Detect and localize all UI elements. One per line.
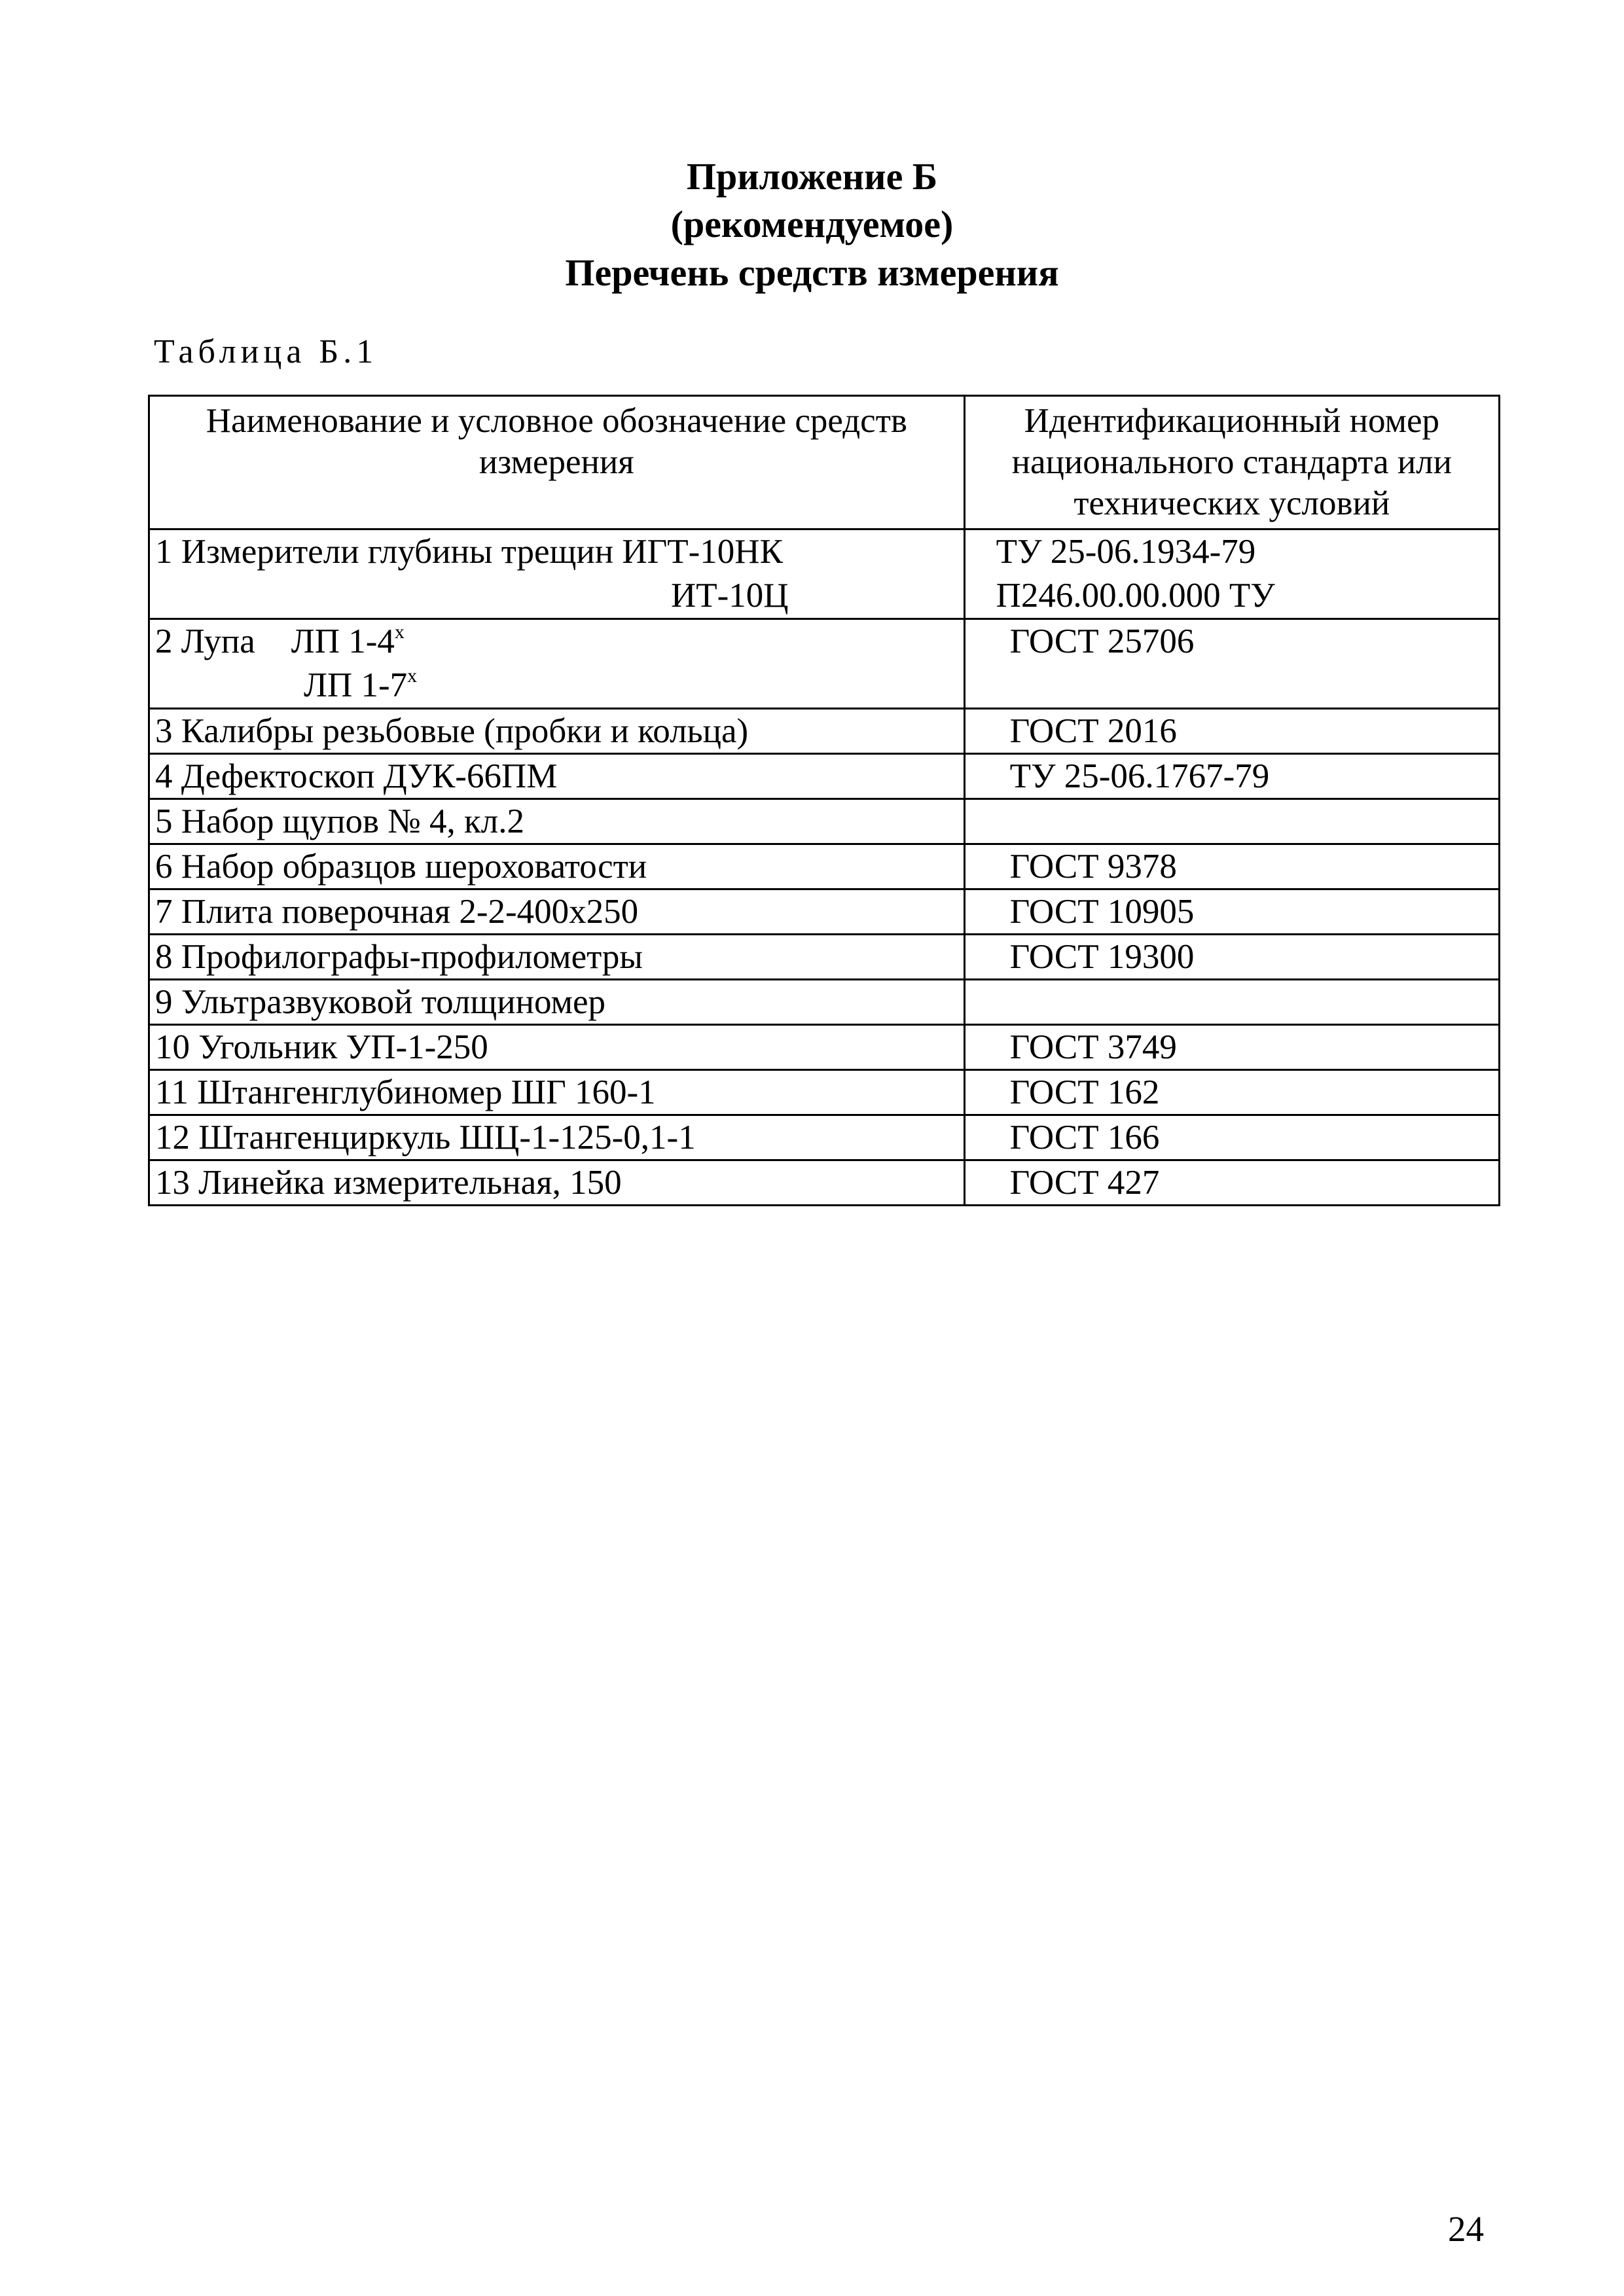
instrument-model: ЛП 1-4 — [291, 622, 395, 660]
standard-code-cell — [964, 889, 1499, 935]
standard-code-line: П246.00.00.000 ТУ — [996, 577, 1275, 615]
standard-code-line — [1010, 800, 1498, 843]
instrument-name-line: 5 Набор щупов № 4, кл.2 — [155, 802, 524, 840]
appendix-subject: Перечень средств измерения — [565, 251, 1059, 294]
instrument-name-cell — [149, 1160, 965, 1206]
table-row — [149, 709, 1500, 754]
instrument-name-line — [155, 620, 964, 664]
instrument-name-cell — [149, 1115, 965, 1160]
instrument-name-line: 11 Штангенглубиномер ШГ 160-1 — [155, 1073, 656, 1111]
table-row — [149, 980, 1500, 1025]
standard-code-cell — [964, 799, 1499, 844]
standard-code-line: ГОСТ 10905 — [1009, 893, 1195, 931]
instrument-name-line: 12 Штангенциркуль ШЦ-1-125-0,1-1 — [155, 1119, 696, 1157]
table-header-row — [149, 396, 1500, 529]
instrument-name-line: ИТ-10Ц — [671, 577, 789, 615]
standard-code-cell — [964, 980, 1499, 1025]
instrument-name-cell — [149, 799, 965, 844]
standard-code-cell — [964, 754, 1499, 799]
table-row — [149, 1025, 1500, 1070]
model-superscript: х — [394, 621, 405, 643]
standard-code-line: ГОСТ 2016 — [1009, 712, 1177, 750]
instrument-name-line: 13 Линейка измерительная, 150 — [155, 1164, 622, 1202]
table-row — [149, 1115, 1500, 1160]
instrument-name-cell — [149, 889, 965, 935]
instrument-name-line: 4 Дефектоскоп ДУК-66ПМ — [155, 757, 558, 795]
table-row — [149, 754, 1500, 799]
standard-code-line: ГОСТ 166 — [1009, 1119, 1160, 1157]
instrument-name-cell — [149, 754, 965, 799]
standard-code-cell — [964, 1025, 1499, 1070]
instrument-name-line: 10 Угольник УП-1-250 — [155, 1028, 488, 1066]
instrument-name-line — [155, 664, 964, 708]
table-row — [149, 529, 1500, 619]
table-row — [149, 844, 1500, 889]
column-header-name: Наименование и условное обозначение средств измерения — [149, 396, 965, 529]
table-row — [149, 799, 1500, 844]
standard-code-cell — [964, 1115, 1499, 1160]
table-row — [149, 1070, 1500, 1115]
instrument-name-line: 1 Измерители глубины трещин ИГТ-10НК — [155, 533, 783, 571]
appendix-title: Приложение Б — [686, 155, 938, 198]
standard-code-cell — [964, 844, 1499, 889]
standard-code-line: ТУ 25-06.1767-79 — [1009, 757, 1270, 795]
table-row — [149, 889, 1500, 935]
instrument-name-line: 8 Профилографы-профилометры — [155, 938, 643, 976]
standard-code-cell — [964, 529, 1499, 619]
standard-code-line: ГОСТ 3749 — [1009, 1028, 1177, 1066]
instrument-name-cell — [149, 709, 965, 754]
instrument-name-line: 9 Ультразвуковой толщиномер — [155, 983, 606, 1021]
instrument-name-cell — [149, 1025, 965, 1070]
instrument-name-cell — [149, 619, 965, 709]
standard-code-line: ГОСТ 162 — [1009, 1073, 1160, 1111]
standard-code-cell — [964, 1160, 1499, 1206]
table-caption: Таблица Б.1 — [154, 333, 378, 370]
standard-code-line: ГОСТ 427 — [1009, 1164, 1160, 1202]
standard-code-line — [1010, 980, 1498, 1024]
instrument-name-line: 6 Набор образцов шероховатости — [155, 848, 647, 886]
standard-code-line: ГОСТ 25706 — [1009, 622, 1195, 660]
instrument-name-prefix: 2 Лупа — [155, 622, 255, 660]
standard-code-line: ГОСТ 9378 — [1009, 848, 1177, 886]
instrument-name-cell — [149, 844, 965, 889]
standard-code-cell — [964, 935, 1499, 980]
instrument-name-line: 3 Калибры резьбовые (пробки и кольца) — [155, 712, 749, 750]
standard-code-line: ГОСТ 19300 — [1009, 938, 1195, 976]
instrument-name-line: 7 Плита поверочная 2-2-400х250 — [155, 893, 639, 931]
table-row — [149, 619, 1500, 709]
standard-code-cell — [964, 619, 1499, 709]
measuring-instruments-table — [148, 395, 1500, 1206]
model-superscript: х — [407, 665, 418, 687]
standard-code-cell — [964, 709, 1499, 754]
page-number: 24 — [1448, 2209, 1484, 2249]
column-header-standard: Идентификационный номер национального стандарта или технических условий — [964, 396, 1499, 529]
standard-code-line: ТУ 25-06.1934-79 — [996, 533, 1256, 571]
instrument-name-cell — [149, 935, 965, 980]
table-row — [149, 1160, 1500, 1206]
appendix-status: (рекомендуемое) — [670, 203, 954, 245]
instrument-name-cell — [149, 1070, 965, 1115]
instrument-name-cell — [149, 980, 965, 1025]
instrument-model: ЛП 1-7 — [304, 666, 408, 704]
standard-code-cell — [964, 1070, 1499, 1115]
table-row — [149, 935, 1500, 980]
instrument-name-cell — [149, 529, 965, 619]
